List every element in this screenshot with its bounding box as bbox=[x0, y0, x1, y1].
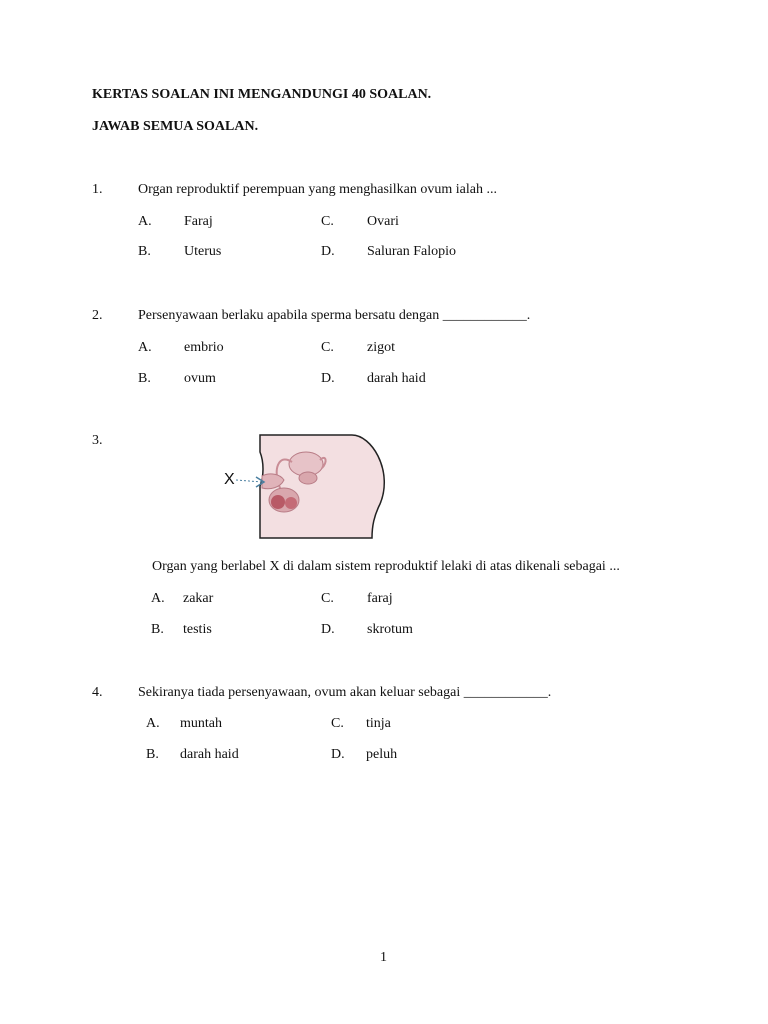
option-letter: A. bbox=[146, 716, 160, 731]
option-text: Saluran Falopio bbox=[367, 244, 457, 259]
testis-shape bbox=[271, 495, 285, 509]
option-text: embrio bbox=[184, 340, 224, 355]
option-letter: C. bbox=[321, 214, 334, 229]
question-number: 2. bbox=[92, 308, 103, 323]
option-text: skrotum bbox=[367, 622, 413, 637]
paper-instruction-count: KERTAS SOALAN INI MENGANDUNGI 40 SOALAN. bbox=[92, 87, 432, 102]
option-letter: A. bbox=[138, 214, 152, 229]
option-text: Ovari bbox=[367, 214, 399, 229]
option-text: peluh bbox=[366, 747, 398, 762]
question-text: Organ reproduktif perempuan yang menghasilkan ovum ialah ... bbox=[138, 182, 497, 197]
testis-shape bbox=[285, 497, 297, 509]
question-number: 4. bbox=[92, 685, 103, 700]
paper-instruction-answer-all: JAWAB SEMUA SOALAN. bbox=[92, 119, 259, 134]
prostate-shape bbox=[299, 472, 317, 484]
option-letter: B. bbox=[138, 371, 151, 386]
option-letter: B. bbox=[138, 244, 151, 259]
option-letter: B. bbox=[151, 622, 164, 637]
question-number: 1. bbox=[92, 182, 103, 197]
diagram-svg bbox=[222, 432, 392, 542]
question-text: Persenyawaan berlaku apabila sperma bersatu dengan ____________. bbox=[138, 308, 531, 323]
option-text: testis bbox=[183, 622, 212, 637]
option-text: tinja bbox=[366, 716, 391, 731]
page-number: 1 bbox=[380, 950, 387, 965]
male-reproductive-system-diagram bbox=[222, 432, 392, 542]
option-letter: B. bbox=[146, 747, 159, 762]
option-letter: D. bbox=[321, 622, 335, 637]
label-pointer-line bbox=[236, 480, 262, 482]
option-text: ovum bbox=[184, 371, 216, 386]
option-letter: A. bbox=[151, 591, 165, 606]
option-letter: C. bbox=[331, 716, 344, 731]
figure-label-x: X bbox=[224, 471, 235, 488]
option-letter: D. bbox=[321, 371, 335, 386]
question-text: Sekiranya tiada persenyawaan, ovum akan keluar sebagai ____________. bbox=[138, 685, 552, 700]
option-text: zigot bbox=[367, 340, 395, 355]
option-text: zakar bbox=[183, 591, 214, 606]
option-text: darah haid bbox=[180, 747, 239, 762]
option-text: muntah bbox=[180, 716, 222, 731]
question-number: 3. bbox=[92, 433, 103, 448]
option-text: darah haid bbox=[367, 371, 426, 386]
option-text: faraj bbox=[367, 591, 393, 606]
option-letter: C. bbox=[321, 340, 334, 355]
option-letter: D. bbox=[321, 244, 335, 259]
option-text: Uterus bbox=[184, 244, 222, 259]
option-text: Faraj bbox=[184, 214, 213, 229]
option-letter: A. bbox=[138, 340, 152, 355]
option-letter: C. bbox=[321, 591, 334, 606]
option-letter: D. bbox=[331, 747, 345, 762]
question-text: Organ yang berlabel X di dalam sistem reproduktif lelaki di atas dikenali sebagai ... bbox=[152, 559, 620, 574]
